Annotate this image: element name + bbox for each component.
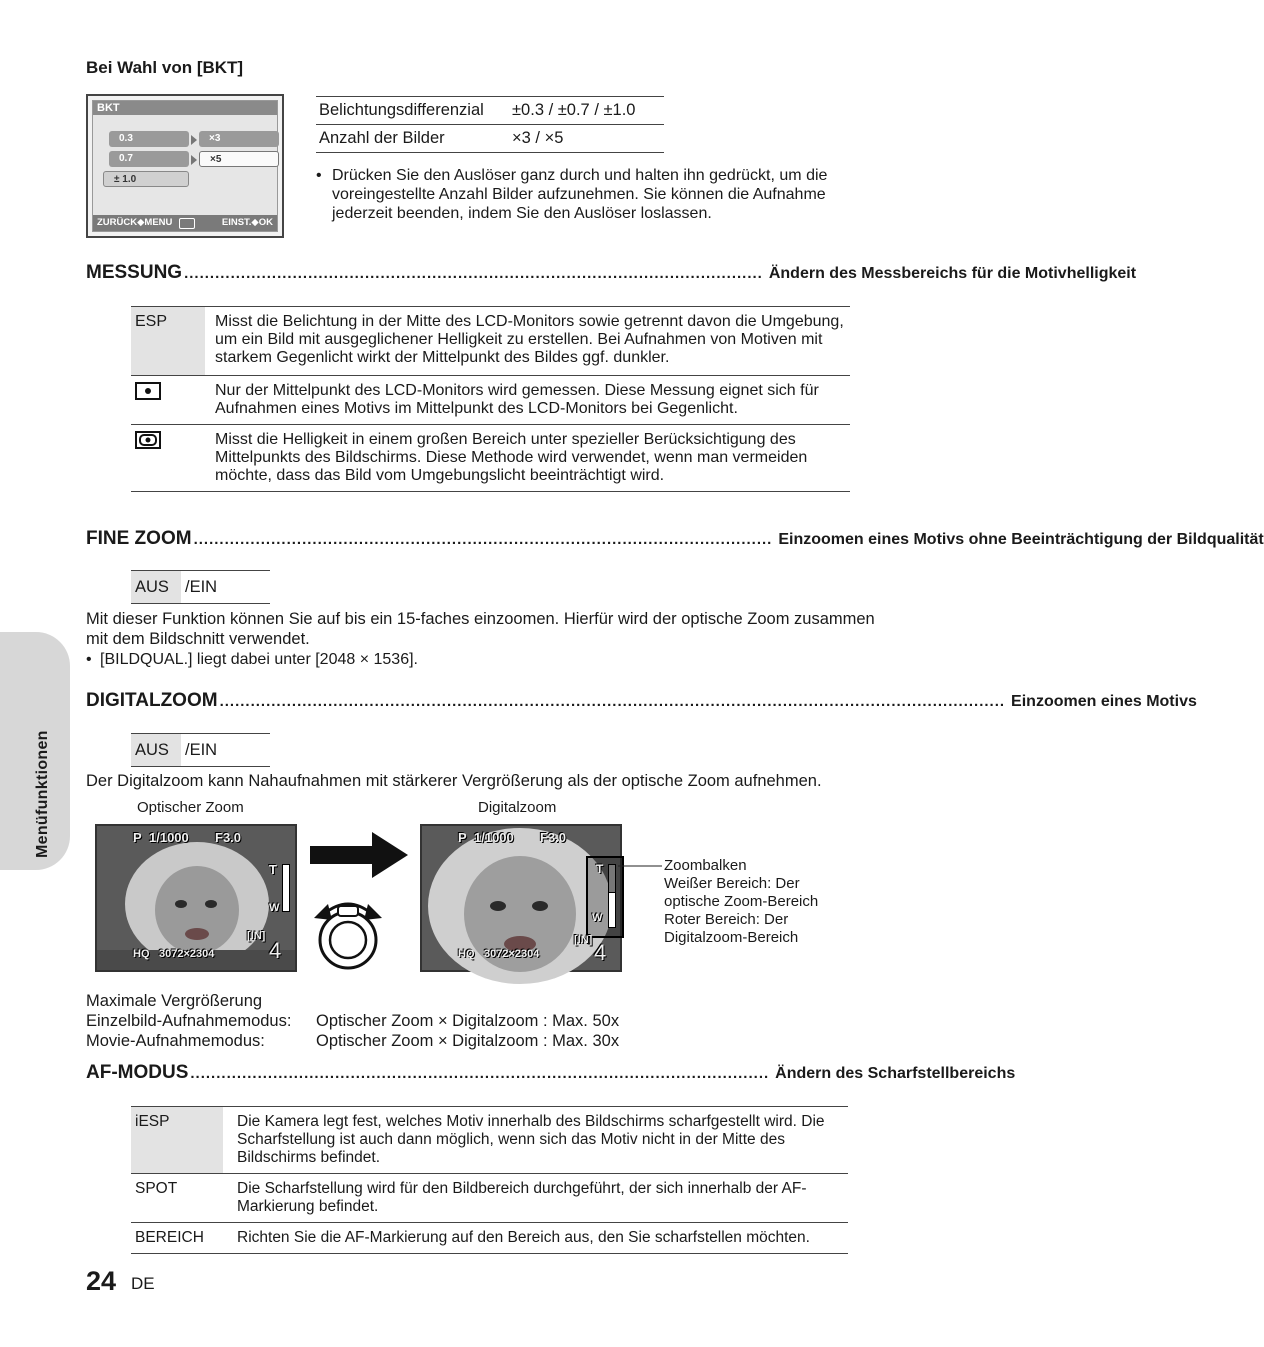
resolution-indicator: 3072×2304	[484, 948, 540, 960]
dot-leader: ................................................................................................................	[184, 265, 763, 282]
bkt-screen-bar	[93, 215, 277, 231]
side-tab-label: Menüfunktionen	[34, 730, 51, 858]
digitalzoom-desc: Einzoomen eines Motivs	[1011, 693, 1197, 710]
bullet-icon: •	[316, 167, 322, 184]
remaining-shots: 4	[594, 940, 607, 965]
zoom-tele-label: T	[269, 862, 277, 877]
fine-zoom-bullet	[86, 650, 876, 670]
memory-indicator: [IN]	[574, 934, 593, 946]
bkt-count-3: ×3	[199, 131, 279, 147]
bkt-spec-table	[316, 96, 664, 153]
table-row	[131, 376, 850, 425]
remaining-shots: 4	[269, 938, 282, 963]
table-row	[316, 125, 664, 153]
callout-line-text: Digitalzoom-Bereich	[664, 929, 799, 946]
max-zoom-heading: Maximale Vergrößerung	[86, 992, 263, 1010]
back-menu-label: ZURÜCK◆MENU	[97, 217, 173, 228]
digitalzoom-off: AUS	[131, 734, 181, 766]
bkt-heading: Bei Wahl von [BKT]	[86, 58, 244, 77]
shutter-speed: 1/1000	[149, 830, 189, 845]
resolution-indicator: 3072×2304	[159, 948, 215, 960]
messung-desc: Ändern des Messbereichs für die Motivhelligkeit	[768, 265, 1137, 282]
af-modus-desc: Ändern des Scharfstellbereichs	[775, 1065, 1016, 1082]
max-zoom-row	[86, 1031, 619, 1051]
digitalzoom-title: DIGITALZOOM	[86, 690, 218, 711]
max-zoom-mode: Einzelbild-Aufnahmemodus:	[86, 1012, 292, 1030]
callout-line-text: optische Zoom-Bereich	[664, 893, 819, 910]
af-modus-title: AF-MODUS	[86, 1062, 189, 1083]
callout-line-text: Weißer Bereich: Der	[664, 875, 800, 892]
spot-metering-icon	[135, 382, 163, 400]
zoom-tele-label: T	[596, 862, 604, 876]
af-modus-key: SPOT	[131, 1174, 223, 1223]
af-modus-text: Die Kamera legt fest, welches Motiv innerhalb des Bildschirms scharfgestellt wird. Die Scharfstellung ist auch dann möglich, wenn sich das Motiv nicht in der Mitte des Bildschirms befindet.	[223, 1107, 848, 1174]
digitalzoom-text: Der Digitalzoom kann Nahaufnahmen mit stärkerer Vergrößerung als der optische Zoom aufnehmen.	[86, 772, 822, 790]
messung-header	[86, 262, 1137, 284]
bkt-row-value: ±0.3 / ±0.7 / ±1.0	[512, 101, 636, 119]
digital-zoom-screen	[420, 824, 622, 972]
messung-text: Misst die Belichtung in der Mitte des LCD-Monitors sowie getrennt davon die Umgebung, um ein Bild mit ausgeglichener Helligkeit zu erstellen. Bei Aufnahmen von Motiven mit starkem Gegenlicht wirkt der Mittelpunkt des Bildes ggf. dunkler.	[205, 307, 850, 376]
mode-indicator: P	[458, 830, 467, 845]
messung-key	[131, 425, 205, 492]
center-weighted-metering-icon	[135, 431, 163, 449]
fine-zoom-header	[86, 528, 1264, 550]
arrow-right-icon	[310, 832, 410, 878]
af-modus-text: Die Scharfstellung wird für den Bildbereich durchgeführt, der sich innerhalb der AF-Markierung befindet.	[223, 1174, 848, 1223]
fine-zoom-text: Mit dieser Funktion können Sie auf bis ein 15-faches einzoomen. Hierfür wird der optische Zoom zusammen mit dem Bildschnitt verwendet.	[86, 610, 875, 648]
digitalzoom-on: /EIN	[185, 741, 218, 759]
caption-optical-zoom: Optischer Zoom	[137, 799, 244, 816]
page-number: 24	[86, 1266, 117, 1296]
dot-leader: ................................................................................................................	[193, 531, 773, 548]
messung-text: Nur der Mittelpunkt des LCD-Monitors wird gemessen. Diese Messung eignet sich für Aufnahmen eines Motivs im Mittelpunkt des LCD-Monitors bei Gegenlicht.	[205, 376, 850, 425]
zoom-wide-label: W	[269, 902, 280, 914]
dot-leader: ........................................................................................................................................................	[219, 693, 1006, 710]
shutter-speed: 1/1000	[474, 830, 514, 845]
dot-leader: ................................................................................................................	[190, 1065, 770, 1082]
af-modus-table	[131, 1106, 848, 1254]
fine-zoom-desc: Einzoomen eines Motivs ohne Beeinträchtigung der Bildqualität	[778, 531, 1264, 548]
table-row	[131, 1107, 848, 1174]
max-zoom-value: Optischer Zoom × Digitalzoom : Max. 30x	[316, 1032, 620, 1050]
af-modus-key: iESP	[131, 1107, 223, 1174]
digitalzoom-header	[86, 690, 1197, 712]
zoom-lever-icon	[310, 888, 386, 972]
fine-zoom-bullet-text: [BILDQUAL.] liegt dabei unter [2048 × 1536].	[100, 651, 418, 668]
messung-text: Misst die Helligkeit in einem großen Bereich unter spezieller Berücksichtigung des Mittelpunkts des Bildschirms. Diese Methode wird verwendet, wenn man vermeiden möchte, dass das Bild vom Umgebungslicht beeinträchtigt wird.	[205, 425, 850, 492]
quality-indicator: HQ	[458, 948, 475, 960]
table-row	[316, 97, 664, 125]
bkt-bullet-text: Drücken Sie den Auslöser ganz durch und halten ihn gedrückt, um die voreingestellte Anzahl Bilder aufzunehmen. Sie können die Aufnahme jederzeit beenden, indem Sie den Auslöser loslassen.	[332, 167, 828, 222]
callout-line	[618, 860, 662, 872]
arrow-right-icon	[191, 135, 197, 145]
table-row	[131, 307, 850, 376]
bullet-icon: •	[86, 651, 92, 668]
table-row	[131, 1223, 848, 1254]
af-modus-key: BEREICH	[131, 1223, 223, 1254]
af-modus-header	[86, 1062, 1016, 1084]
aperture-value: F3.0	[215, 830, 242, 845]
callout-line-text: Zoombalken	[664, 857, 747, 874]
fine-zoom-title: FINE ZOOM	[86, 528, 192, 549]
updown-icon	[179, 218, 195, 229]
callout-line-text: Roter Bereich: Der	[664, 911, 789, 928]
bkt-row-value: ×3 / ×5	[512, 129, 564, 147]
max-zoom-mode: Movie-Aufnahmemodus:	[86, 1032, 265, 1050]
fine-zoom-on: /EIN	[185, 578, 218, 596]
bkt-option-1-0: ± 1.0	[103, 171, 189, 187]
zoom-bar-callout	[664, 857, 854, 947]
aperture-value: F3.0	[540, 830, 567, 845]
messung-key: ESP	[131, 307, 205, 376]
messung-table	[131, 306, 850, 492]
bkt-count-5: ×5	[199, 151, 279, 167]
digitalzoom-setting	[131, 733, 270, 767]
mode-indicator: P	[133, 830, 142, 845]
zoom-bar-digital	[608, 864, 616, 894]
max-zoom-row	[86, 1011, 619, 1031]
fine-zoom-off: AUS	[131, 571, 181, 603]
fine-zoom-setting	[131, 570, 270, 604]
zoom-bar	[282, 864, 290, 912]
optical-zoom-screen	[95, 824, 297, 972]
table-row	[131, 1174, 848, 1223]
max-zoom-value: Optischer Zoom × Digitalzoom : Max. 50x	[316, 1012, 620, 1030]
memory-indicator: [IN]	[247, 930, 266, 942]
bkt-row-label: Belichtungsdifferenzial	[319, 101, 484, 119]
quality-indicator: HQ	[133, 948, 150, 960]
language-code: DE	[131, 1274, 155, 1293]
messung-key	[131, 376, 205, 425]
bkt-option-0-3: 0.3	[109, 131, 189, 147]
table-row	[131, 425, 850, 492]
bkt-row-label: Anzahl der Bilder	[319, 129, 445, 147]
arrow-right-icon	[191, 155, 197, 165]
bkt-screen	[86, 94, 284, 238]
bkt-screen-title: BKT	[93, 101, 277, 115]
caption-digital-zoom: Digitalzoom	[478, 799, 557, 816]
af-modus-text: Richten Sie die AF-Markierung auf den Bereich aus, den Sie scharfstellen möchten.	[223, 1223, 848, 1254]
zoom-wide-label: W	[592, 912, 603, 924]
messung-title: MESSUNG	[86, 262, 183, 283]
zoom-bar-optical	[608, 892, 616, 928]
bkt-bullet	[316, 166, 846, 223]
bkt-option-0-7: 0.7	[109, 151, 189, 167]
set-ok-label: EINST.◆OK	[221, 217, 273, 228]
